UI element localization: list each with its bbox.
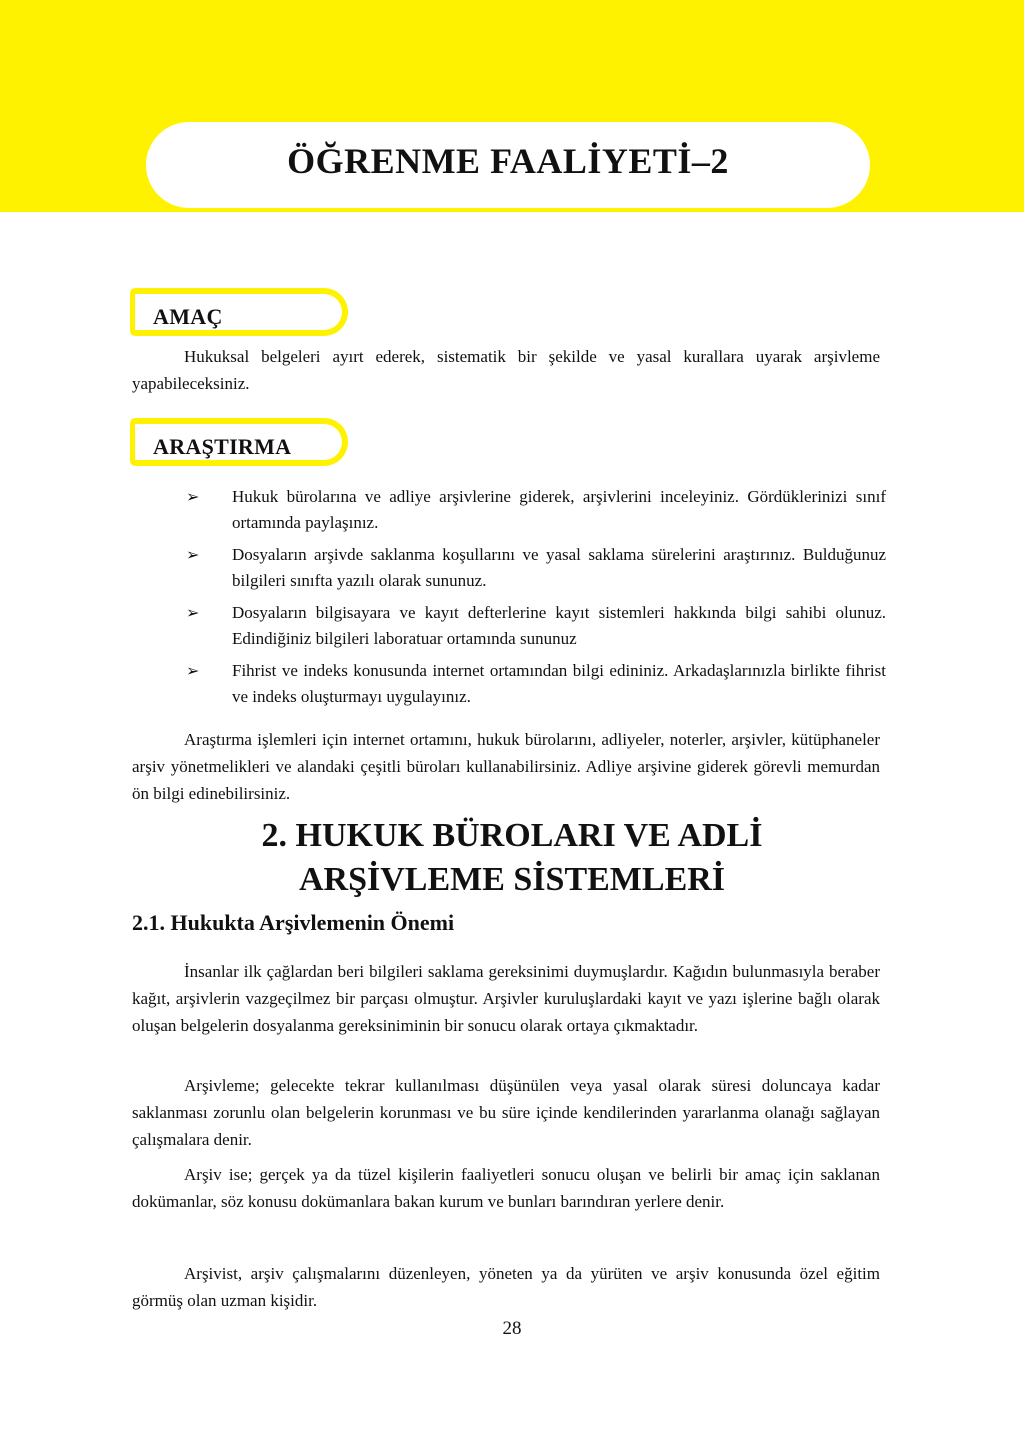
- amac-label-box: [130, 288, 348, 336]
- paragraph-1: İnsanlar ilk çağlardan beri bilgileri saklama gereksinimi duymuşlardır. Kağıdın bulunmasıyla beraber kağıt, arşivlerin vazgeçilmez bir parçası olmuştur. Arşivler kuruluşlardaki kayıt ve yazı işlerine bağlı olarak oluşan belgelerin dosyalanma gereksiniminin bir sonucu olarak ortaya çıkmaktadır.: [132, 962, 880, 1035]
- arastirma-list: [186, 484, 886, 716]
- paragraph-2: Arşivleme; gelecekte tekrar kullanılması düşünülen veya yasal olarak süresi doluncaya kadar saklanması zorunlu olan belgelerin korunması ve bu süre içinde kendilerinden yararlanma olanağı sağlayan çalışmalara denir.: [132, 1076, 880, 1149]
- page-title: ÖĞRENME FAALİYETİ–2: [287, 141, 729, 181]
- arrow-bullet-icon: ➢: [186, 487, 200, 506]
- amac-label: AMAÇ: [153, 304, 223, 329]
- page-number: 28: [502, 1318, 522, 1339]
- arastirma-label-box: [130, 418, 348, 466]
- list-item: ➢ Fihrist ve indeks konusunda internet ortamından bilgi edininiz. Arkadaşlarınızla birlikte fihrist ve indeks oluşturmayı uygulayınız.: [186, 658, 886, 710]
- arastirma-note: Araştırma işlemleri için internet ortamını, hukuk bürolarını, adliyeler, noterler, arşivler, kütüphaneler arşiv yönetmelikleri ve alandaki çeşitli büroları kullanabilirsiniz. Adliye arşivine giderek görevli memurdan ön bilgi edinebilirsiniz.: [132, 730, 880, 803]
- list-item: ➢ Dosyaların bilgisayara ve kayıt defterlerine kayıt sistemleri hakkında bilgi sahibi olunuz. Edindiğiniz bilgileri laboratuar ortamında sununuz: [186, 600, 886, 652]
- paragraph-4: Arşivist, arşiv çalışmalarını düzenleyen, yöneten ya da yürüten ve arşiv konusunda özel eğitim görmüş olan uzman kişidir.: [132, 1264, 880, 1310]
- arastirma-label: ARAŞTIRMA: [153, 434, 292, 459]
- section-subtitle: 2.1. Hukukta Arşivlemenin Önemi: [132, 910, 455, 935]
- section-title: 2. HUKUK BÜROLARI VE ADLİ ARŞİVLEME SİSTEMLERİ: [261, 817, 763, 898]
- paragraph-3: Arşiv ise; gerçek ya da tüzel kişilerin faaliyetleri sonucu oluşan ve belirli bir amaç için saklanan dokümanlar, söz konusu dokümanlara bakan kurum ve bunları barındıran yerlere denir.: [132, 1165, 880, 1211]
- arrow-bullet-icon: ➢: [186, 661, 200, 680]
- arrow-bullet-icon: ➢: [186, 603, 200, 622]
- list-item: ➢ Dosyaların arşivde saklanma koşullarını ve yasal saklama sürelerini araştırınız. Bulduğunuz bilgileri sınıfta yazılı olarak sununuz.: [186, 542, 886, 594]
- list-item: ➢ Hukuk bürolarına ve adliye arşivlerine giderek, arşivlerini inceleyiniz. Gördüklerinizi sınıf ortamında paylaşınız.: [186, 484, 886, 536]
- amac-text: Hukuksal belgeleri ayırt ederek, sistematik bir şekilde ve yasal kurallara uyarak arşivleme yapabileceksiniz.: [132, 347, 880, 393]
- arrow-bullet-icon: ➢: [186, 545, 200, 564]
